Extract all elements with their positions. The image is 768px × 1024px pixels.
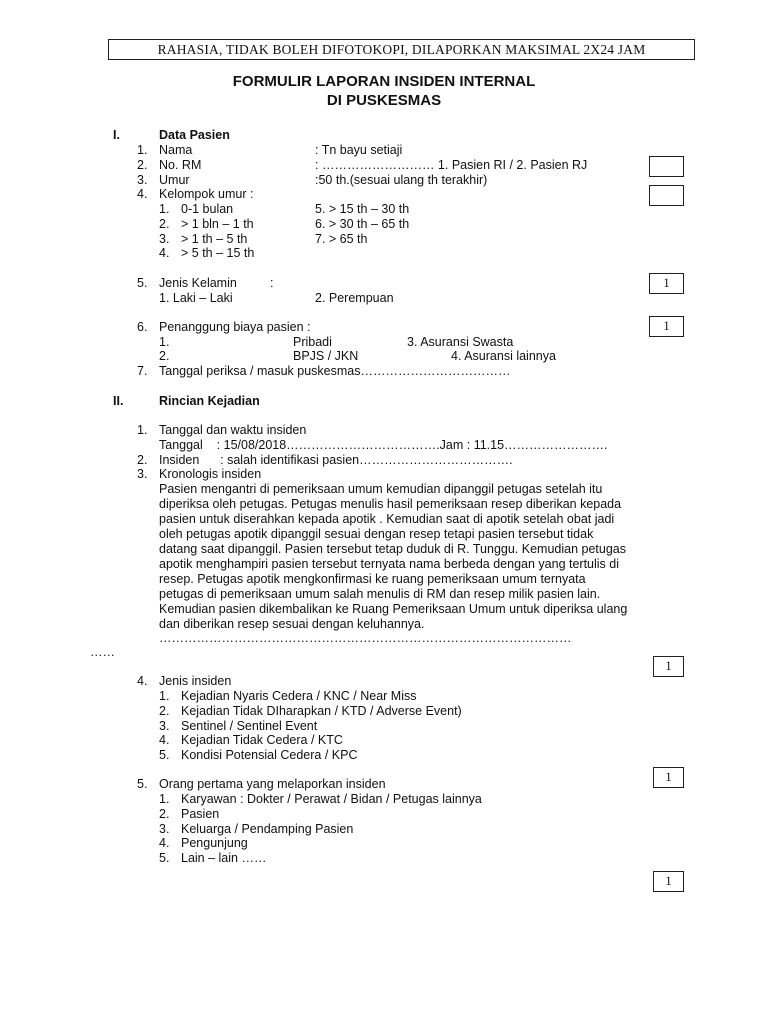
- pelapor-checkbox[interactable]: 1: [653, 767, 684, 788]
- jenis-insiden-opt: Kejadian Nyaris Cedera / KNC / Near Miss: [181, 689, 417, 703]
- kelompok-number: 4.: [137, 187, 148, 201]
- jenis-insiden-opt-number: 3.: [159, 719, 170, 733]
- pelapor-opt-number: 2.: [159, 807, 170, 821]
- kelompok-opt: > 1 bln – 1 th: [181, 217, 254, 231]
- jenis-insiden-checkbox[interactable]: 1: [653, 656, 684, 677]
- kronologis-dots: ………………………………………………………………………………………: [159, 631, 572, 645]
- waktu-number: 1.: [137, 423, 148, 437]
- penanggung-opt: 3. Asuransi Swasta: [407, 335, 514, 349]
- jenis-kelamin-label: Jenis Kelamin: [159, 276, 237, 290]
- kelompok-opt: 5. > 15 th – 30 th: [315, 202, 410, 216]
- jenis-insiden-opt-number: 1.: [159, 689, 170, 703]
- section-2-heading: Rincian Kejadian: [159, 394, 260, 408]
- tanggal-periksa-label: Tanggal periksa / masuk puskesmas………………………………: [159, 364, 511, 378]
- pelapor-opt-number: 4.: [159, 836, 170, 850]
- penanggung-opt: Pribadi: [293, 335, 332, 349]
- pelapor-opt: Lain – lain ……: [181, 851, 267, 865]
- kronologis-label: Kronologis insiden: [159, 467, 262, 481]
- pelapor-opt-number: 1.: [159, 792, 170, 806]
- jenis-insiden-opt: Kejadian Tidak DIharapkan / KTD / Adverse Event): [181, 704, 462, 718]
- jenis-insiden-number: 4.: [137, 674, 148, 688]
- norm-label: No. RM: [159, 158, 202, 172]
- umur-number: 3.: [137, 173, 148, 187]
- nama-number: 1.: [137, 143, 148, 157]
- pelapor-opt: Karyawan : Dokter / Perawat / Bidan / Petugas lainnya: [181, 792, 482, 806]
- kelompok-opt: 7. > 65 th: [315, 232, 368, 246]
- norm-value: : ……………………… 1. Pasien RI / 2. Pasien RJ: [315, 158, 588, 172]
- umur-label: Umur: [159, 173, 190, 187]
- kelompok-opt-number: 4.: [159, 246, 170, 260]
- jenis-insiden-opt-number: 4.: [159, 733, 170, 747]
- jenis-kelamin-opt-female: 2. Perempuan: [315, 291, 394, 305]
- insiden-number: 2.: [137, 453, 148, 467]
- pelapor-opt: Keluarga / Pendamping Pasien: [181, 822, 354, 836]
- penanggung-opt-number: 1.: [159, 335, 170, 349]
- nama-label: Nama: [159, 143, 193, 157]
- insiden-label: Insiden : salah identifikasi pasien……………………………….: [159, 453, 513, 467]
- jenis-insiden-label: Jenis insiden: [159, 674, 232, 688]
- form-subtitle: DI PUSKESMAS: [326, 92, 442, 109]
- penanggung-number: 6.: [137, 320, 148, 334]
- penanggung-checkbox[interactable]: 1: [649, 316, 684, 337]
- pelapor-label: Orang pertama yang melaporkan insiden: [159, 777, 386, 791]
- penanggung-opt-number: 2.: [159, 349, 170, 363]
- jenis-kelamin-checkbox[interactable]: 1: [649, 273, 684, 294]
- penanggung-label: Penanggung biaya pasien :: [159, 320, 311, 334]
- pelapor-number: 5.: [137, 777, 148, 791]
- penanggung-opt: 4. Asuransi lainnya: [451, 349, 556, 363]
- kelompok-opt: 0-1 bulan: [181, 202, 234, 216]
- jenis-kelamin-colon: :: [270, 276, 274, 290]
- section-1-heading: Data Pasien: [159, 128, 230, 142]
- nama-value: : Tn bayu setiaji: [315, 143, 403, 157]
- kelompok-opt-number: 2.: [159, 217, 170, 231]
- kelompok-opt: > 1 th – 5 th: [181, 232, 248, 246]
- jenis-kelamin-opt-male: 1. Laki – Laki: [159, 291, 233, 305]
- kelompok-opt: > 5 th – 15 th: [181, 246, 255, 260]
- pelapor-opt-number: 3.: [159, 822, 170, 836]
- waktu-detail: Tanggal : 15/08/2018……………………………….Jam : 11.15…………………….: [159, 438, 608, 452]
- form-title: FORMULIR LAPORAN INSIDEN INTERNAL: [232, 73, 536, 90]
- kronologis-number: 3.: [137, 467, 148, 481]
- jenis-insiden-opt-number: 5.: [159, 748, 170, 762]
- pelapor-opt-number: 5.: [159, 851, 170, 865]
- jenis-kelamin-number: 5.: [137, 276, 148, 290]
- umur-value: :50 th.(sesuai ulang th terakhir): [315, 173, 488, 187]
- pelapor-opt: Pengunjung: [181, 836, 248, 850]
- kelompok-label: Kelompok umur :: [159, 187, 254, 201]
- kelompok-umur-checkbox[interactable]: [649, 185, 684, 206]
- norm-number: 2.: [137, 158, 148, 172]
- section-1-number: I.: [113, 128, 120, 142]
- pasien-type-checkbox[interactable]: [649, 156, 684, 177]
- kelompok-opt-number: 1.: [159, 202, 170, 216]
- tanggal-periksa-number: 7.: [137, 364, 148, 378]
- jenis-insiden-opt: Kejadian Tidak Cedera / KTC: [181, 733, 343, 747]
- jenis-insiden-opt-number: 2.: [159, 704, 170, 718]
- kelompok-opt-number: 3.: [159, 232, 170, 246]
- confidential-banner: RAHASIA, TIDAK BOLEH DIFOTOKOPI, DILAPORKAN MAKSIMAL 2X24 JAM: [108, 39, 695, 60]
- kronologis-text: Pasien mengantri di pemeriksaan umum kemudian dipanggil petugas setelah itu diperiksa oleh petugas. Petugas menulis hasil pemeriksaan resep diberikan kepada pasien untuk diserahkan kepada apotik . Kemudian saat di apotik setelah obat jadi oleh petugas apotik dipanggil sesuai dengan resep tetapi pasien tersebut tidak datang saat dipanggil. Pasien tersebut tetap duduk di R. Tunggu. Kemudian petugas apotik menghampiri pasien tersebut ternyata nama berbeda dengan yang tertulis di resep. Petugas apotik mengkonfirmasi ke ruang pemeriksaan umum ternyata petugas di pemeriksaan umum salah menulis di RM dan resep milik pasien lain. Kemudian pasien dikembalikan ke Ruang Pemeriksaan Umum untuk diperiksa ulang dan diberikan resep sesuai dengan keluhannya.: [159, 482, 628, 631]
- section-2-number: II.: [113, 394, 124, 408]
- waktu-label: Tanggal dan waktu insiden: [159, 423, 307, 437]
- jenis-insiden-opt: Sentinel / Sentinel Event: [181, 719, 318, 733]
- jenis-insiden-opt: Kondisi Potensial Cedera / KPC: [181, 748, 358, 762]
- kronologis-dots-continued: ……: [90, 645, 115, 659]
- last-checkbox[interactable]: 1: [653, 871, 684, 892]
- penanggung-opt: BPJS / JKN: [293, 349, 359, 363]
- pelapor-opt: Pasien: [181, 807, 220, 821]
- kelompok-opt: 6. > 30 th – 65 th: [315, 217, 410, 231]
